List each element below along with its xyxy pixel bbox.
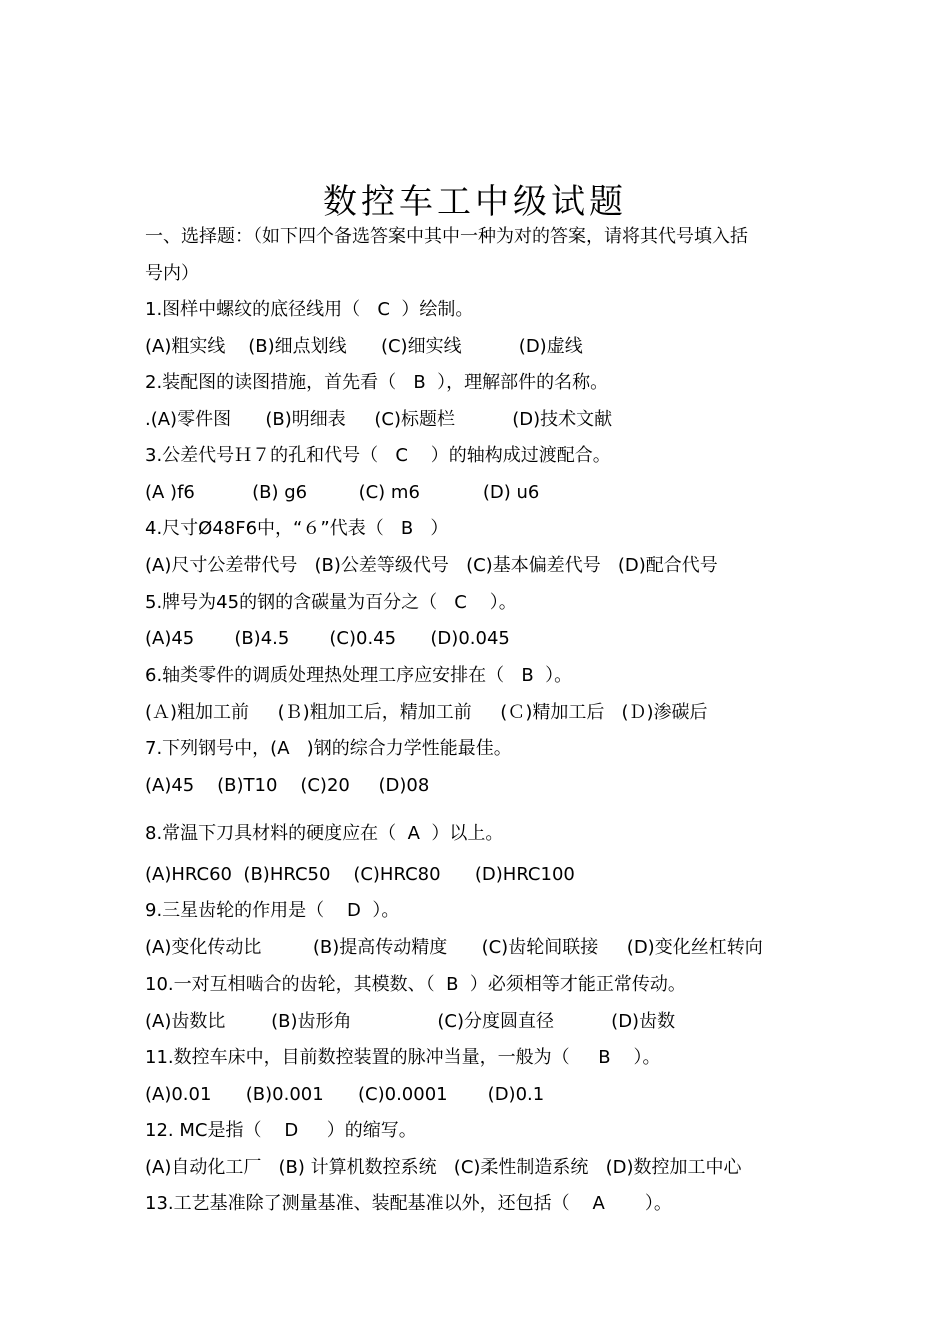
question-12-options: (A)自动化工厂 (B) 计算机数控系统 (C)柔性制造系统 (D)数控加工中心 [145, 1157, 742, 1178]
question-10-options: (A)齿数比 (B)齿形角 (C)分度圆直径 (D)齿数 [145, 1011, 676, 1032]
section-heading-line-1: 一、选择题：（如下四个备选答案中其中一种为对的答案，请将其代号填入括 [145, 226, 748, 247]
question-7-options: (A)45 (B)T10 (C)20 (D)08 [145, 775, 430, 796]
question-2-options: .(A)零件图 (B)明细表 (C)标题栏 (D)技术文献 [145, 409, 613, 430]
question-9-options: (A)变化传动比 (B)提高传动精度 (C)齿轮间联接 (D)变化丝杠转向 [145, 937, 763, 958]
question-1-options: (A)粗实线 (B)细点划线 (C)细实线 (D)虚线 [145, 336, 583, 357]
question-6: 6.轴类零件的调质处理热处理工序应安排在（ B ）。 [145, 665, 573, 686]
question-3: 3.公差代号Ｈ７的孔和代号（ C ）的轴构成过渡配合。 [145, 445, 611, 466]
question-5-options: (A)45 (B)4.5 (C)0.45 (D)0.045 [145, 628, 510, 649]
question-4-options: (A)尺寸公差带代号 (B)公差等级代号 (C)基本偏差代号 (D)配合代号 [145, 555, 718, 576]
question-10: 10.一对互相啮合的齿轮，其模数、（ B ）必须相等才能正常传动。 [145, 974, 686, 995]
question-12: 12. MC是指（ D ）的缩写。 [145, 1120, 417, 1141]
question-11: 11.数控车床中，目前数控装置的脉冲当量，一般为（ B ）。 [145, 1047, 661, 1068]
question-6-options: (Ａ)粗加工前 (Ｂ)粗加工后，精加工前 (Ｃ)精加工后 (Ｄ)渗碳后 [145, 702, 708, 723]
question-13: 13.工艺基准除了测量基准、装配基准以外，还包括（ A ）。 [145, 1193, 672, 1214]
question-2: 2.装配图的读图措施，首先看（ B ），理解部件的名称。 [145, 372, 609, 393]
question-11-options: (A)0.01 (B)0.001 (C)0.0001 (D)0.1 [145, 1084, 545, 1105]
question-1: 1.图样中螺纹的底径线用（ C ）绘制。 [145, 299, 474, 320]
section-heading-line-2: 号内） [145, 263, 199, 284]
question-8-options: (A)HRC60 (B)HRC50 (C)HRC80 (D)HRC100 [145, 864, 575, 885]
question-3-options: (A )f6 (B) g6 (C) m6 (D) u6 [145, 482, 540, 503]
question-4: 4.尺寸Ø48F6中，“６”代表（ B ） [145, 518, 449, 539]
question-7: 7.下列钢号中，(A )钢的综合力学性能最佳。 [145, 738, 512, 759]
document-title: 数控车工中级试题 [323, 182, 627, 222]
question-8: 8.常温下刀具材料的硬度应在（ A ）以上。 [145, 823, 504, 844]
question-9: 9.三星齿轮的作用是（ D ）。 [145, 900, 400, 921]
question-5: 5.牌号为45的钢的含碳量为百分之（ C ）。 [145, 592, 517, 613]
